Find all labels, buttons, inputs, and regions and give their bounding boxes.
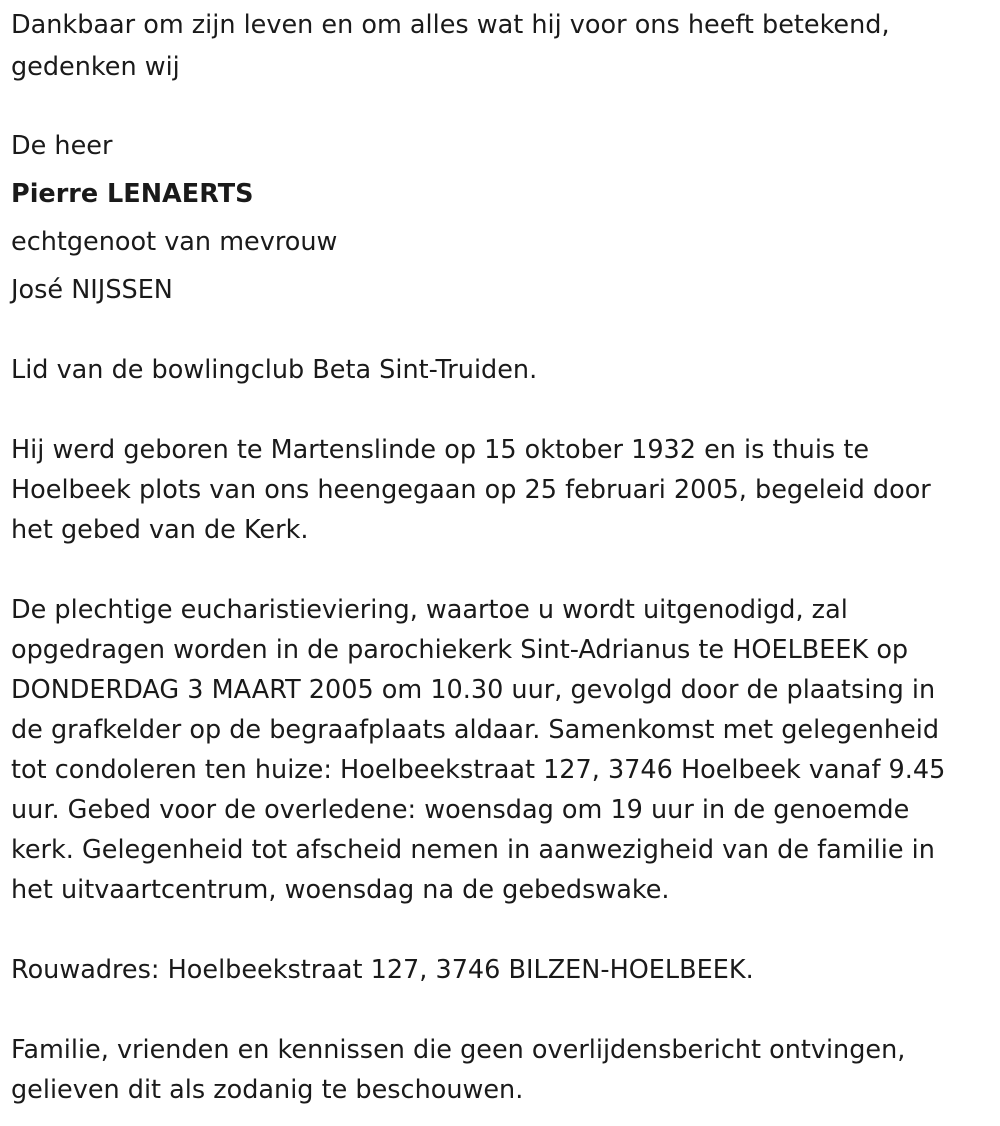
spouse-name: José NIJSSEN bbox=[11, 275, 173, 305]
intro-line-1: Dankbaar om zijn leven en om alles wat hij voor ons heeft betekend, bbox=[11, 10, 890, 40]
ceremony-line-8: het uitvaartcentrum, woensdag na de gebedswake. bbox=[11, 875, 670, 905]
ceremony-line-5: tot condoleren ten huize: Hoelbeekstraat 127, 3746 Hoelbeek vanaf 9.45 bbox=[11, 755, 946, 785]
ceremony-line-6: uur. Gebed voor de overledene: woensdag om 19 uur in de genoemde bbox=[11, 795, 910, 825]
ceremony-line-2: opgedragen worden in de parochiekerk Sint-Adrianus te HOELBEEK op bbox=[11, 635, 909, 665]
ceremony-line-4: de grafkelder op de begraafplaats aldaar. Samenkomst met gelegenheid bbox=[11, 715, 940, 745]
membership-text: Lid van de bowlingclub Beta Sint-Truiden. bbox=[11, 355, 538, 385]
ceremony-line-7: kerk. Gelegenheid tot afscheid nemen in aanwezigheid van de familie in bbox=[11, 835, 935, 865]
deceased-name: Pierre LENAERTS bbox=[11, 179, 254, 209]
birth-death-line-2: Hoelbeek plots van ons heengegaan op 25 februari 2005, begeleid door bbox=[11, 475, 931, 505]
mourning-address: Rouwadres: Hoelbeekstraat 127, 3746 BILZEN-HOELBEEK. bbox=[11, 955, 754, 985]
title-text: De heer bbox=[11, 131, 113, 161]
closing-line-1: Familie, vrienden en kennissen die geen overlijdensbericht ontvingen, bbox=[11, 1035, 906, 1065]
spouse-label: echtgenoot van mevrouw bbox=[11, 227, 338, 257]
birth-death-line-3: het gebed van de Kerk. bbox=[11, 515, 309, 545]
ceremony-line-1: De plechtige eucharistieviering, waartoe u wordt uitgenodigd, zal bbox=[11, 595, 848, 625]
closing-line-2: gelieven dit als zodanig te beschouwen. bbox=[11, 1075, 524, 1105]
intro-line-2: gedenken wij bbox=[11, 52, 180, 82]
birth-death-line-1: Hij werd geboren te Martenslinde op 15 oktober 1932 en is thuis te bbox=[11, 435, 870, 465]
ceremony-line-3: DONDERDAG 3 MAART 2005 om 10.30 uur, gevolgd door de plaatsing in bbox=[11, 675, 936, 705]
